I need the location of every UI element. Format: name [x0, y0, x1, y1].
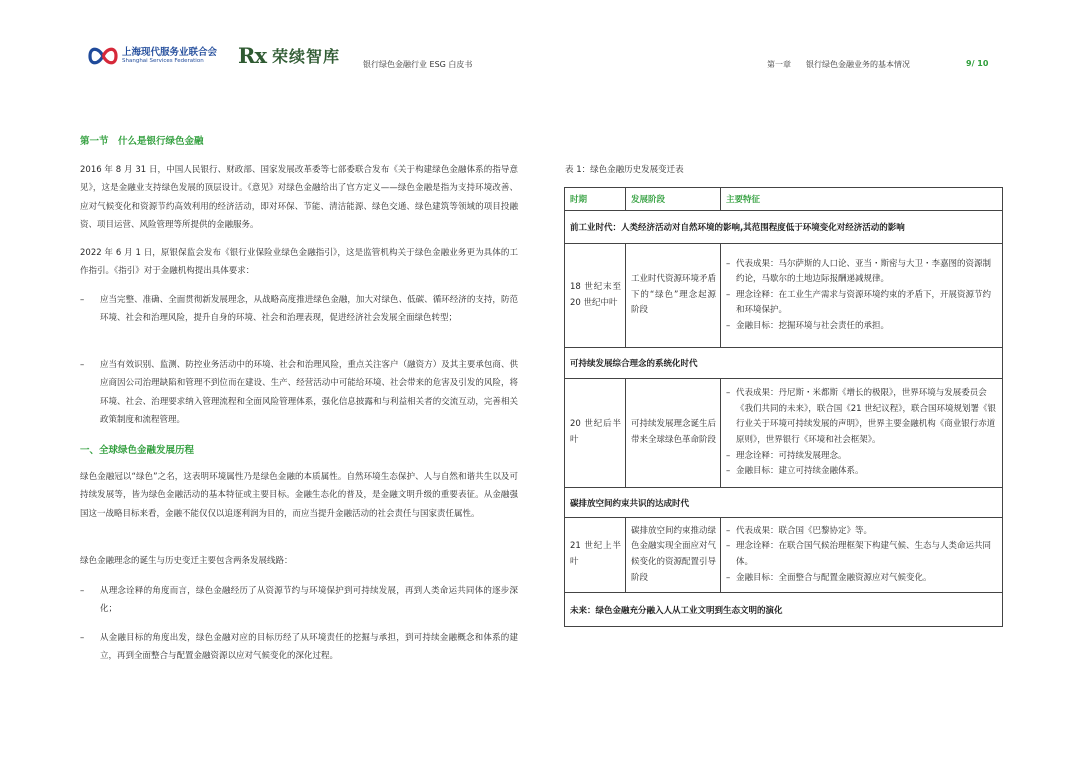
era-row-carbon: 碳排放空间约束共识的达成时代: [565, 488, 1002, 518]
feature-item: – 代表成果：丹尼斯・米都斯《增长的极限》，世界环境与发展委员会《我们共同的未来》，联合国《21 世纪议程》，联合国环境规划署《银行业关于环境可持续发展的声明》，世界主要金融机构《商业银行赤道原则》，世界银行《环境和社会框架》。: [726, 386, 998, 448]
cell-period: 21 世纪上半叶: [565, 518, 626, 592]
cell-features: [721, 379, 1002, 487]
interlocking-loops-logo-icon: [88, 45, 118, 67]
column-header-features: 主要特征: [726, 195, 761, 205]
list-item: [80, 356, 518, 430]
cell-stage: 工业时代资源环境矛盾下的“绿色”理念起源阶段: [626, 244, 721, 347]
cell-stage: 碳排放空间约束推动绿色金融实现全面应对气候变化的资源配置引导阶段: [626, 518, 721, 592]
bullet-text: 从金融目标的角度出发，绿色金融对应的目标历经了从环境责任的挖掘与承担，到可持续金融概念和体系的建立，再到全面整合与配置金融资源以应对气候变化的深化过程。: [100, 633, 518, 662]
bullet-text: 应当完整、准确、全面贯彻新发展理念，从战略高度推进绿色金融，加大对绿色、低碳、循环经济的支持，防范环境、社会和治理风险，提升自身的环境、社会和治理表现，促进经济社会发展全面绿色转型；: [100, 295, 518, 324]
org-name-cn: 上海现代服务业联合会: [122, 46, 218, 58]
feature-item: – 代表成果：马尔萨斯的人口论、亚当・斯密与大卫・李嘉图的资源制约论，马歇尔的土地边际报酬递减规律。: [726, 257, 998, 288]
brand-name: 荣续智库: [271, 46, 340, 66]
page-number: 9/ 10: [966, 59, 989, 68]
cell-stage: 可持续发展理念诞生后带来全球绿色革命阶段: [626, 379, 721, 487]
feature-item: – 金融目标：全面整合与配置金融资源应对气候变化。: [726, 571, 998, 587]
paragraph-green-finance-definition: 2016 年 8 月 31 日，中国人民银行、财政部、国家发展改革委等七部委联合发布《关于构建绿色金融体系的指导意见》，这是金融业支持绿色发展的顶层设计。《意见》对绿色金融给出了官方定义——绿色金融是指为支持环境改善、应对气候变化和资源节约高效利用的经济活动，即对环保、节能、清洁能源、绿色交通、绿色建筑等领域的项目投融资、项目运营、风险管理等所提供的金融服务。: [80, 165, 518, 231]
bullet-text: 应当有效识别、监测、防控业务活动中的环境、社会和治理风险，重点关注客户（融资方）及其主要承包商、供应商因公司治理缺陷和管理不到位而在建设、生产、经营活动中可能给环境、社会带来的危害及引发的风险，将环境、社会、治理要求纳入管理流程和全面风险管理体系，强化信息披露和与利益相关者的交流互动，完善相关政策制度和流程管理。: [100, 360, 518, 426]
paragraph-green-attribute: 绿色金融冠以“绿色”之名，这表明环境属性乃是绿色金融的本质属性。自然环境生态保护、人与自然和谐共生以及可持续发展等，皆为绿色金融活动的基本特征或主要目标。金融生态化的普及，是金融文明升级的重要表征。从金融强国这一战略目标来看，金融不能仅仅以追逐利润为目的，而应当提升金融活动的社会责任与国家责任属性。: [80, 472, 518, 519]
era-row-sustainable: 可持续发展综合理念的系统化时代: [565, 348, 1002, 379]
feature-item: – 金融目标：挖掘环境与社会责任的承担。: [726, 319, 998, 335]
table-row: [565, 244, 1002, 348]
document-title: 银行绿色金融行业 ESG 白皮书: [363, 60, 473, 69]
era-row-future: 未来：绿色金融充分融入人从工业文明到生态文明的演化: [570, 605, 783, 616]
table-caption: 表 1：绿色金融历史发展变迁表: [565, 165, 684, 175]
column-header-period: 时期: [565, 188, 626, 210]
paragraph-two-lines: 绿色金融理念的诞生与历史变迁主要包含两条发展线路：: [80, 556, 293, 566]
cell-features: [721, 518, 1002, 592]
bullet-dash: –: [80, 586, 85, 596]
feature-item: – 金融目标：建立可持续金融体系。: [726, 464, 998, 480]
cell-period: 18 世纪末至 20 世纪中叶: [565, 244, 626, 347]
column-header-stage: 发展阶段: [626, 188, 721, 210]
list-item: [80, 291, 518, 328]
list-item: [80, 629, 518, 666]
bullet-text: 从理念诠释的角度而言，绿色金融经历了从资源节约与环境保护到可持续发展，再到人类命运共同体的逐步深化；: [100, 586, 518, 615]
feature-item: – 理念诠释：在联合国气候治理框架下构建气候、生态与人类命运共同体。: [726, 539, 998, 570]
chapter-label: 第一章: [767, 60, 791, 69]
table-row: [565, 379, 1002, 488]
subsection-title: 一、全球绿色金融发展历程: [80, 445, 195, 456]
bullet-dash: –: [80, 360, 85, 370]
feature-item: – 理念诠释：在工业生产需求与资源环境约束的矛盾下，开展资源节约和环境保护。: [726, 288, 998, 319]
bullet-dash: –: [80, 633, 85, 643]
history-table: [564, 187, 1003, 627]
list-item: [80, 582, 518, 619]
org-name-en: Shanghai Services Federation: [122, 58, 204, 64]
paragraph-guideline-intro: 2022 年 6 月 1 日，原银保监会发布《银行业保险业绿色金融指引》，这是监管机构关于绿色金融业务更为具体的工作指引。《指引》对于金融机构提出具体要求：: [80, 248, 518, 277]
era-row-pre-industrial: 前工业时代：人类经济活动对自然环境的影响,其范围程度低于环境变化对经济活动的影响: [565, 211, 1002, 244]
feature-item: – 理念诠释：可持续发展理念。: [726, 449, 998, 465]
bullet-dash: –: [80, 295, 85, 305]
chapter-title: 银行绿色金融业务的基本情况: [806, 60, 910, 69]
cell-features: [721, 244, 1002, 347]
cell-period: 20 世纪后半叶: [565, 379, 626, 487]
section-title: 第一节 什么是银行绿色金融: [80, 136, 204, 147]
table-row: [565, 518, 1002, 593]
shanghai-services-federation-logo: [88, 44, 223, 68]
rongxu-think-tank-logo: [238, 42, 340, 68]
table-header-row: [565, 188, 1002, 211]
feature-item: – 代表成果：联合国《巴黎协定》等。: [726, 524, 998, 540]
rx-brand-mark: Rx: [238, 42, 266, 68]
